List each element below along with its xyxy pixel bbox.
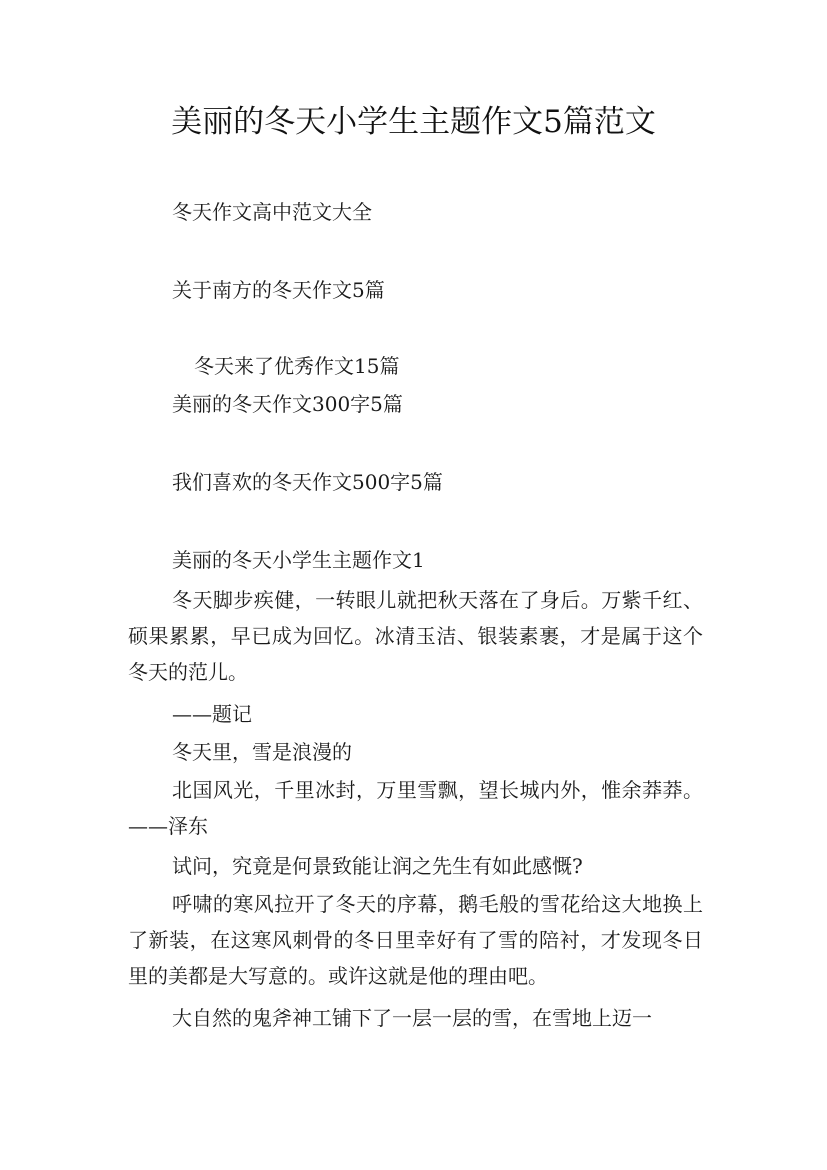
section-heading: 美丽的冬天小学生主题作文1	[172, 548, 425, 572]
body-paragraph-4: 北国风光，千里冰封，万里雪飘，望长城内外，惟余莽莽。——泽东	[128, 778, 703, 838]
body-paragraph-1: 冬天脚步疾健，一转眼儿就把秋天落在了身后。万紫千红、硕果累累，早已成为回忆。冰清玉洁、银装素裹，才是属于这个冬天的范儿。	[128, 588, 703, 684]
related-link-4[interactable]: 美丽的冬天作文300字5篇	[172, 392, 403, 416]
body-paragraph-2: ——题记	[172, 702, 252, 726]
related-link-3[interactable]: 冬天来了优秀作文15篇	[194, 354, 400, 378]
document-title: 美丽的冬天小学生主题作文5篇范文	[171, 104, 656, 140]
body-paragraph-6: 呼啸的寒风拉开了冬天的序幕，鹅毛般的雪花给这大地换上了新装，在这寒风刺骨的冬日里幸好有了雪的陪衬，才发现冬日里的美都是大写意的。或许这就是他的理由吧。	[128, 892, 703, 988]
body-paragraph-5: 试问，究竟是何景致能让润之先生有如此感慨?	[172, 854, 583, 878]
related-link-2[interactable]: 关于南方的冬天作文5篇	[172, 278, 385, 302]
related-link-5[interactable]: 我们喜欢的冬天作文500字5篇	[172, 470, 443, 494]
body-paragraph-3: 冬天里，雪是浪漫的	[172, 740, 352, 764]
related-link-1[interactable]: 冬天作文高中范文大全	[172, 200, 372, 224]
body-paragraph-7: 大自然的鬼斧神工铺下了一层一层的雪，在雪地上迈一	[172, 1006, 652, 1030]
